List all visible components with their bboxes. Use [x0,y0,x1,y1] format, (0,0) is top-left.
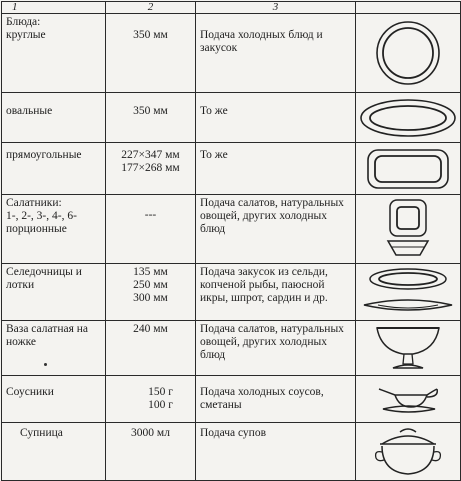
item-size: 350 мм [106,93,196,143]
table-row [2,195,461,264]
round-plate-icon [356,14,461,93]
item-use: Подача холодных блюд и закусок [196,14,356,93]
table-row [2,14,461,93]
item-use: То же [196,93,356,143]
item-use: Подача холодных соусов, сметаны [196,376,356,423]
table-row [2,143,461,195]
item-use: Подача супов [196,423,356,481]
tableware-table [1,1,461,481]
item-name-cell [2,321,106,376]
salad-bowl-icon [356,195,461,264]
item-size: 240 мм [106,321,196,376]
item-use: То же [196,143,356,195]
item-name: овальные [2,93,106,143]
item-size: 150 г 100 г [106,376,196,423]
item-size: 227×347 мм 177×268 мм [106,143,196,195]
header-col-4 [356,2,461,14]
item-name: Соусники [2,376,106,423]
item-name: круглые [6,29,46,41]
oval-platter-icon [356,93,461,143]
header-col-2: 2 [106,2,196,14]
header-row [2,2,461,14]
ink-dot [44,363,47,366]
footed-salad-vase-icon [356,321,461,376]
table-row [2,376,461,423]
header-col-1: 1 [2,2,106,14]
item-size: 135 мм 250 мм 300 мм [106,264,196,321]
sauce-boat-icon [356,376,461,423]
item-name: Ваза салатная на ножке [6,323,88,348]
table-row [2,264,461,321]
item-size: 3000 мл [106,423,196,481]
item-use: Подача салатов, натуральных овощей, других холодных блюд [196,195,356,264]
rectangular-platter-icon [356,143,461,195]
table-row [2,93,461,143]
table-row [2,321,461,376]
item-size: 350 мм [106,14,196,93]
item-name: Салатники: 1-, 2-, 3-, 4-, 6- порционные [2,195,106,264]
item-use: Подача закусок из сельди, копченой рыбы, паюсной икры, шпрот, сардин и др. [196,264,356,321]
item-name: Супница [2,423,106,481]
item-name-cell [2,14,106,93]
header-col-3: 3 [196,2,356,14]
item-name: прямоугольные [2,143,106,195]
category-label: Блюда: [6,16,41,28]
item-name: Селедочницы и лотки [2,264,106,321]
item-size: --- [106,195,196,264]
herring-dish-icon [356,264,461,321]
item-use: Подача салатов, натуральных овощей, других холодных блюд [196,321,356,376]
